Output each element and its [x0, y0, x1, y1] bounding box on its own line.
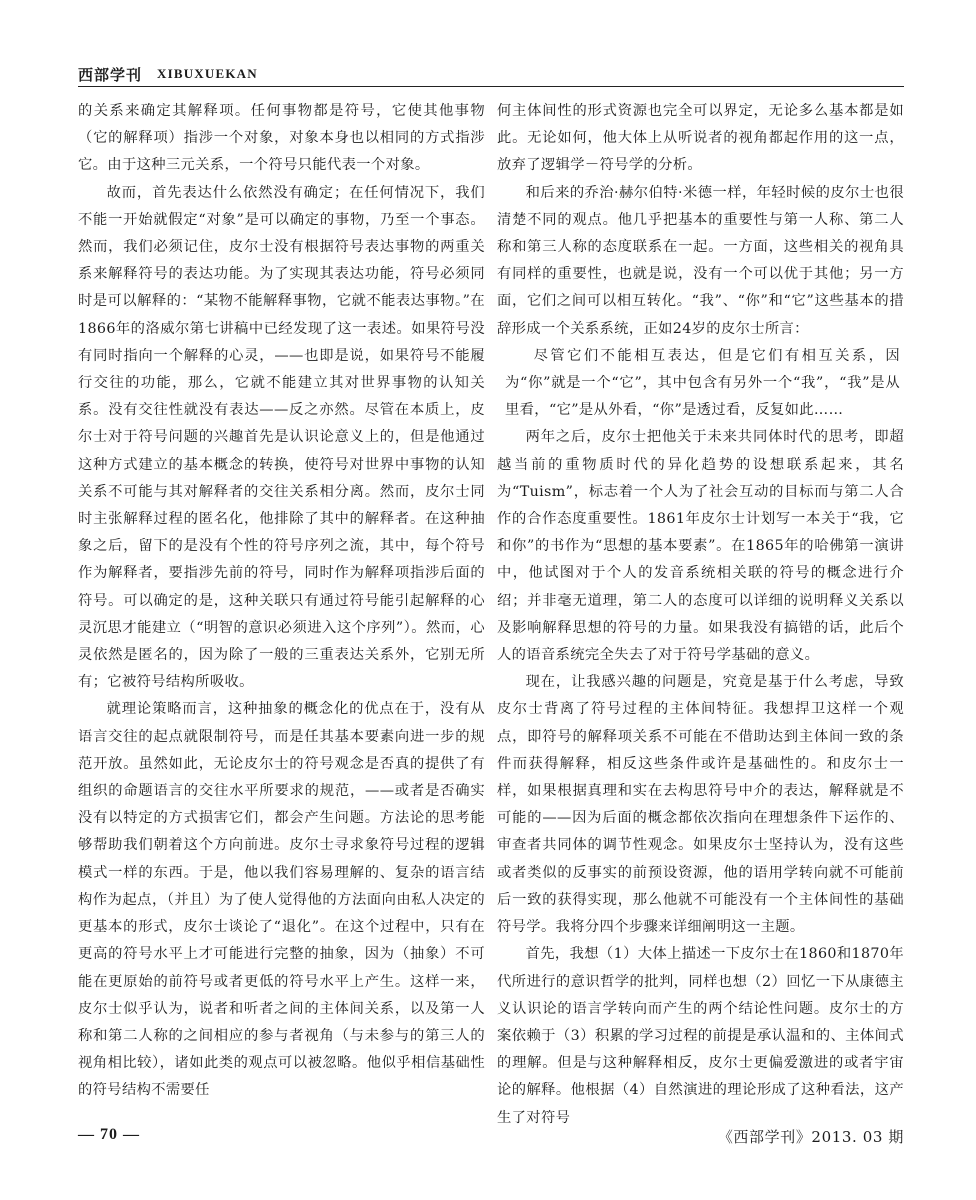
block-quote: 尽管它们不能相互表达，但是它们有相互关系，因为“你”就是一个“它”，其中包含有另外一个“我”，“我”是从里看，“它”是从外看，“你”是透过看，反复如此……: [505, 347, 900, 419]
issue-label: 《西部学刊》2013. 03 期: [717, 1128, 904, 1146]
body-paragraph: 现在，让我感兴趣的问题是，究竟是基于什么考虑，导致皮尔士背离了符号过程的主体间特征。我想捍卫这样一个观点，即符号的解释项关系不可能在不借助达到主体间一致的条件而获得解释，相反这些条件或许是基础性的。和皮尔士一样，如果根据真理和实在去构思符号中介的表达，解释就是不可能的——因为后面的概念都依次指向在理想条件下运作的、审查者共同体的调节性观念。如果皮尔士坚持认为，没有这些或者类似的反事实的前预设资源，他的语用学转向就不可能前后一致的获得实现，那么他就不可能没有一个主体间性的基础符号学。我将分四个步骤来详细阐明这一主题。: [497, 674, 904, 936]
body-paragraph: 的关系来确定其解释项。任何事物都是符号，它使其他事物（它的解释项）指涉一个对象，对象本身也以相同的方式指涉它。由于这种三元关系，一个符号只能代表一个对象。: [78, 103, 485, 174]
body-paragraph: 和后来的乔治·赫尔伯特·米德一样，年轻时候的皮尔士也很清楚不同的观点。他几乎把基本的重要性与第一人称、第二人称和第三人称的态度联系在一起。一方面，这些相关的视角具有同样的重要性，也就是说，没有一个可以优于其他；另一方面，它们之间可以相互转化。“我”、“你”和“它”这些基本的措辞形成一个关系系统，正如24岁的皮尔士所言：: [497, 184, 904, 337]
page-footer: [78, 1126, 904, 1150]
body-paragraph: 何主体间性的形式资源也完全可以界定，无论多么基本都是如此。无论如何，他大体上从听说者的视角都起作用的这一点，放弃了逻辑学－符号学的分析。: [497, 103, 904, 174]
page-number: — 70 —: [78, 1126, 140, 1143]
right-column: [497, 98, 904, 1132]
body-paragraph: 故而，首先表达什么依然没有确定；在任何情况下，我们不能一开始就假定“对象”是可以确定的事物，乃至一个事态。然而，我们必须记住，皮尔士没有根据符号表达事物的两重关系来解释符号的表达功能。为了实现其表达功能，符号必须同时是可以解释的：“某物不能解释事物，它就不能表达事物。”在1866年的洛威尔第七讲稿中已经发现了这一表述。如果符号没有同时指向一个解释的心灵，——也即是说，如果符号不能履行交往的功能，那么，它就不能建立其对世界事物的认知关系。没有交往性就没有表达——反之亦然。尽管在本质上，皮尔士对于符号问题的兴趣首先是认识论意义上的，但是他通过这种方式建立的基本概念的转换，使符号对世界中事物的认知关系不可能与其对解释者的交往关系相分离。然而，皮尔士同时主张解释过程的匿名化，他排除了其中的解释者。在这种抽象之后，留下的是没有个性的符号序列之流，其中，每个符号作为解释者，要指涉先前的符号，同时作为解释项指涉后面的符号。可以确定的是，这种关联只有通过符号能引起解释的心灵沉思才能建立（“明智的意识必须进入这个序列”）。然而，心灵依然是匿名的，因为除了一般的三重表达关系外，它别无所有；它被符号结构所吸收。: [78, 184, 485, 691]
journal-name: 西部学刊: [78, 66, 143, 84]
journal-roman-name: XIBUXUEKAN: [157, 66, 258, 81]
running-header: [78, 62, 904, 87]
left-column: [78, 98, 485, 1105]
body-paragraph: 两年之后，皮尔士把他关于未来共同体时代的思考，即超越当前的重物质时代的异化趋势的设想联系起来，其名为“Tuism”，标志着一个人为了社会互动的目标而与第二人合作的合作态度重要性。1861年皮尔士计划写一本关于“我，它和你”的书作为“思想的基本要素”。在1865年的哈佛第一演讲中，他试图对于个人的发音系统相关联的符号的概念进行介绍；并非毫无道理，第二人的态度可以详细的说明释义关系以及影响解释思想的符号的力量。如果我没有搞错的话，此后个人的语音系统完全失去了对于符号学基础的意义。: [497, 429, 904, 664]
body-paragraph: 首先，我想（1）大体上描述一下皮尔士在1860和1870年代所进行的意识哲学的批判，同样也想（2）回忆一下从康德主义认识论的语言学转向而产生的两个结论性问题。皮尔士的方案依赖于（3）积累的学习过程的前提是承认温和的、主体间式的理解。但是与这种解释相反，皮尔士更偏爱激进的或者宇宙论的解释。他根据（4）自然演进的理论形成了这种看法，这产生了对符号: [497, 946, 904, 1126]
body-paragraph: 就理论策略而言，这种抽象的概念化的优点在于，没有从语言交往的起点就限制符号，而是任其基本要素向进一步的规范开放。虽然如此，无论皮尔士的符号观念是否真的提供了有组织的命题语言的交往水平所要求的规范，——或者是否确实没有以特定的方式损害它们，都会产生问题。方法论的思考能够帮助我们朝着这个方向前进。皮尔士寻求象符号过程的逻辑模式一样的东西。于是，他以我们容易理解的、复杂的语言结构作为起点，（并且）为了使人觉得他的方法面向由私人决定的更基本的形式，皮尔士谈论了“退化”。在这个过程中，只有在更高的符号水平上才可能进行完整的抽象，因为（抽象）不可能在更原始的前符号或者更低的符号水平上产生。这样一来，皮尔士似乎认为，说者和听者之间的主体间关系，以及第一人称和第二人称的之间相应的参与者视角（与未参与的第三人的视角相比较），诸如此类的观点可以被忽略。他似乎相信基础性的符号结构不需要任: [78, 701, 485, 1099]
